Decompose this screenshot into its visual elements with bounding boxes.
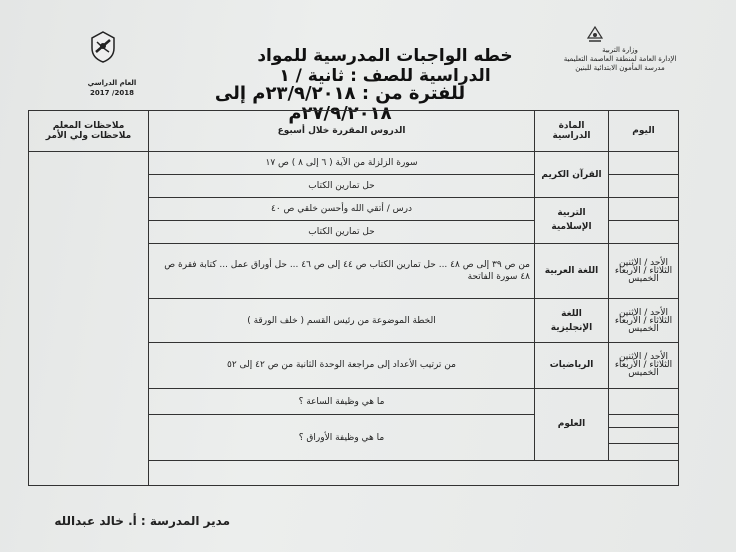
principal-signature: مدير المدرسة : أ. خالد عبدالله [54,514,230,528]
page-title: خطه الواجبات المدرسية للمواد الدراسية للصف : ثانية / ١ [257,46,513,86]
academic-year [62,78,162,98]
lesson-cell: ما هي وظيفة الأوراق ؟ [149,415,535,461]
day-cell [609,197,679,220]
header-notes [29,111,149,152]
day-cell [609,152,679,175]
year-value: 2017 /2018 [90,89,134,97]
year-label: العام الدراسي [87,79,137,87]
day-cell [609,388,679,415]
day-cell [609,444,679,461]
day-cell: الأحد / الاثنين الثلاثاء / الأربعاء الخميس [609,342,679,388]
table-row [29,152,679,175]
lesson-cell: من ص ٣٩ إلى ص ٤٨ ... حل تمارين الكتاب ص ٤٤ إلى ص ٤٦ ... حل أوراق عمل ... كتابة فقرة ص ٤٨ سورة الفاتحة [149,243,535,299]
subject-cell: العلوم [535,388,609,460]
ministry-emblem-icon [585,24,605,44]
lesson-cell: من ترتيب الأعداد إلى مراجعة الوحدة الثانية من ص ٤٢ إلى ٥٢ [149,342,535,388]
header-lessons: الدروس المقررة خلال أسبوع [149,111,535,152]
day-cell [609,220,679,243]
day-cell: الأحد / الاثنين الثلاثاء / الأربعاء الخميس [609,243,679,299]
homework-table [28,110,679,486]
header-teacher-notes: ملاحظات المعلم [52,121,125,132]
day-cell [609,427,679,444]
lesson-cell: حل تمارين الكتاب [149,220,535,243]
blank-row [149,461,679,486]
lesson-cell: حل تمارين الكتاب [149,175,535,198]
ministry-name: وزارة التربية [602,46,638,54]
table-header-row [29,111,679,152]
subject-cell: اللغة العربية [535,243,609,299]
directorate-name: الإدارة العامة لمنطقة العاصمة التعليمية [563,55,677,63]
lesson-cell: ما هي وظيفة الساعة ؟ [149,388,535,415]
lesson-cell: درس / أتقي الله وأحسن خلقي ص ٤٠ [149,197,535,220]
lesson-cell: سورة الزلزلة من الآية ( ٦ إلى ٨ ) ص ١٧ [149,152,535,175]
school-name: مدرسة المأمون الابتدائية للبنين [575,64,665,72]
header-subject: المادة الدراسية [535,111,609,152]
header-day: اليوم [609,111,679,152]
subject-cell: الرياضيات [535,342,609,388]
lesson-cell: الخطة الموضوعة من رئيس القسم ( خلف الورقة ) [149,299,535,343]
day-cell: الأحد / الاثنين الثلاثاء / الأربعاء الخميس [609,299,679,343]
period-title: للفترة من : ٢٣/٩/٢٠١٨م إلى ٢٧/٩/٢٠١٨م [214,83,466,124]
notes-cell [29,152,149,486]
subject-cell: التربية الإسلامية [535,197,609,243]
ministry-header [560,46,680,73]
school-logo-icon [88,30,118,64]
subject-cell: القرآن الكريم [535,152,609,198]
day-cell [609,175,679,198]
header-parent-notes: ملاحظات ولي الأمر [45,131,132,142]
day-cell [609,415,679,427]
subject-cell: اللغة الإنجليزية [535,299,609,343]
